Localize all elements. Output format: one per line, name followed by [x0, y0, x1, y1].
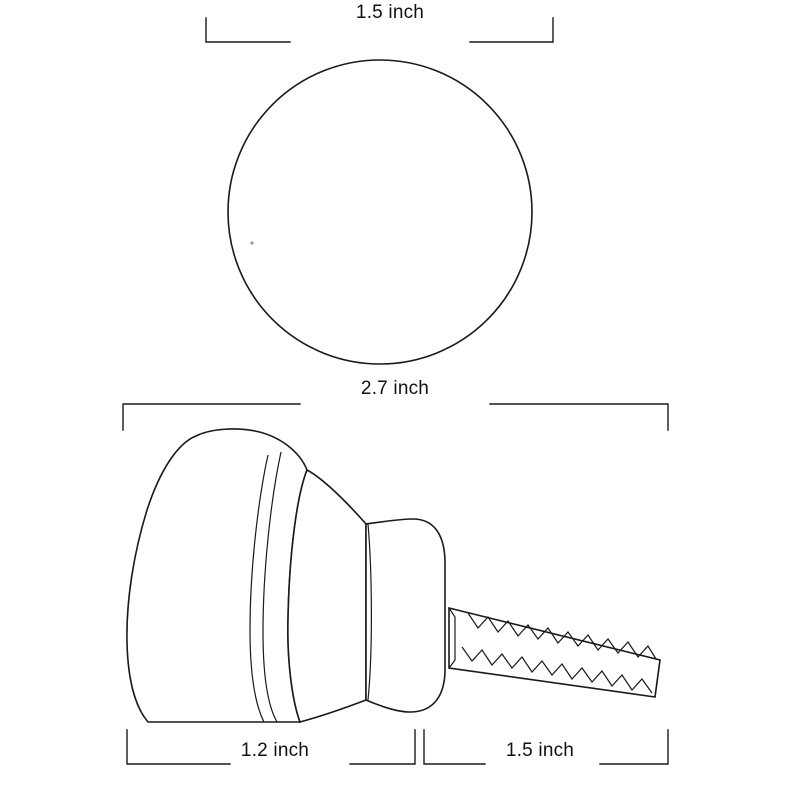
dimension-line-top-diameter — [206, 18, 553, 42]
dim-label-screw-length: 1.5 inch — [505, 740, 575, 761]
dimension-line-screw-length — [424, 730, 668, 764]
dim-label-knob-body-length: 1.2 inch — [240, 740, 310, 761]
side-view-knob — [127, 429, 445, 722]
dimension-line-knob-body-length — [127, 730, 415, 764]
dim-label-top-diameter: 1.5 inch — [355, 2, 425, 23]
top-view-circle — [228, 60, 532, 364]
side-view-screw — [449, 608, 660, 697]
dimension-line-overall-length — [123, 404, 668, 430]
dim-label-overall-length: 2.7 inch — [360, 378, 430, 399]
